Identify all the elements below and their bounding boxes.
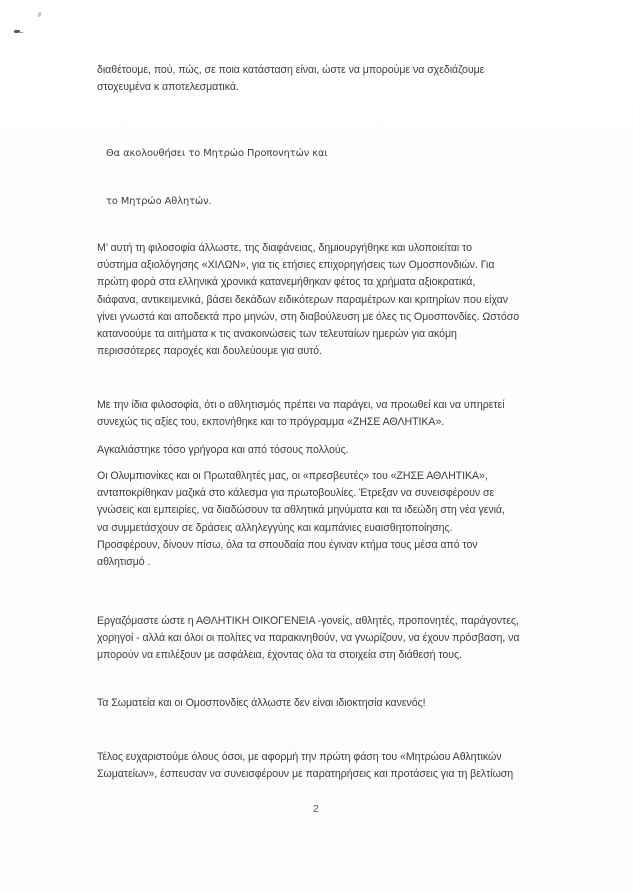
paragraph-clubs-federations [97,695,557,712]
text-line: αθλητισμό . [97,556,151,569]
text-line: Τέλος ευχαριστούμε όλους όσοι, με αφορμή την πρώτη φάση του «Μητρώου Αθλητικών [97,751,502,763]
text-line: διαθέτουμε, πού, πώς, σε ποια κατάσταση είναι, ώστε να μπορούμε να σχεδιάζουμε [97,64,485,76]
scan-artifact-mark [14,30,20,33]
text-line: Προσφέρουν, δίνουν πίσω, όλα τα σπουδαία που έγιναν κτήμα τους μέσα από τον [97,538,478,551]
paragraph-inventory [97,62,557,96]
text-line: το Μητρώο Αθλητών. [106,196,212,207]
text-line: να συμμετάσχουν σε δράσεις αλληλεγγύης και καμπάνιες ευαισθητοποίησης. [97,521,453,534]
paragraph-coaches-registry [106,145,566,162]
text-line: Με την ίδια φιλοσοφία, ότι ο αθλητισμός πρέπει να παράγει, να προωθεί και να υπηρετεί [97,399,505,411]
text-line: Οι Ολυμπιονίκες και οι Πρωταθλητές μας, οι «πρεσβευτές» του «ΖΗΣΕ ΑΘΛΗΤΙΚΑ», [97,470,488,482]
text-line: Αγκαλιάστηκε τόσο γρήγορα και από τόσους πολλούς. [97,444,349,456]
text-line: διάφανα, αντικειμενικά, βάσει δεκάδων ειδικότερων παραμέτρων και κριτηρίων που είχαν [97,293,509,306]
text-line: Μ’ αυτή τη φιλοσοφία άλλωστε, της διαφάνειας, δημιουργήθηκε και υλοποιείται το [97,242,472,254]
text-line: Τα Σωματεία και οι Ομοσπονδίες άλλωστε δεν είναι ιδιοκτησία κανενός! [97,697,426,709]
paragraph-hilon-system [97,240,557,360]
text-line: Σωματείων», έσπευσαν να συνεισφέρουν με παρατηρήσεις και προτάσεις για τη βελτίωση [97,768,514,781]
text-line: Εργαζόμαστε ώστε η ΑΘΛΗΤΙΚΗ ΟΙΚΟΓΕΝΕΙΑ -γονείς, αθλητές, προπονητές, παράγοντες, [97,615,519,627]
paragraph-ambassadors [97,468,557,571]
paragraph-thanks [97,749,557,783]
paragraph-embraced [97,442,557,459]
text-line: σύστημα αξιολόγησης «ΧΙΛΩΝ», για τις ετήσιες επιχορηγήσεις των Ομοσπονδιών. Για [97,259,495,272]
text-line: πρώτη φορά στα ελληνικά χρονικά κατανεμήθηκαν φέτος τα χρήματα αξιοκρατικά, [97,276,476,289]
paragraph-zise-athlitika [97,397,557,431]
text-line: κατανοούμε τα αιτήματα κ τις ανακοινώσεις των τελευταίων ημερών για ακόμη [97,328,457,341]
text-line: μπορούν να επιλέξουν με ασφάλεια, έχοντας όλα τα στοιχεία στη διάθεσή τους. [97,649,462,662]
text-line: ανταποκρίθηκαν μαζικά στο κάλεσμα για πρωτοβουλίες. Έτρεξαν να συνεισφέρουν σε [97,487,495,500]
text-line: Θα ακολουθήσει το Μητρώο Προπονητών και [106,148,328,159]
page-number: 2 [313,803,319,815]
text-line: γίνει γνωστά και αποδεκτά προ μηνών, στη διαβούλευση με όλες τις Ομοσπονδίες. Ωστόσο [97,310,520,323]
paragraph-athletic-family [97,613,557,665]
text-line: γνώσεις και εμπειρίες, να διαδώσουν τα αθλητικά μηνύματα και τα ιδεώδη στη νέα γενιά, [97,504,505,517]
text-line: στοχευμένα κ αποτελεσματικά. [97,81,239,94]
text-line: περισσότερες παροχές και δουλεύουμε για αυτό. [97,345,323,358]
scan-artifact-mark [37,12,42,18]
text-line: συνεχώς τις αξίες του, εκπονήθηκε και το πρόγραμμα «ΖΗΣΕ ΑΘΛΗΤΙΚΑ». [97,416,445,429]
paragraph-athletes-registry [106,193,566,210]
text-line: χορηγοί - αλλά και όλοι οι πολίτες να παρακινηθούν, να γνωρίζουν, να έχουν πρόσβαση, να [97,632,520,645]
